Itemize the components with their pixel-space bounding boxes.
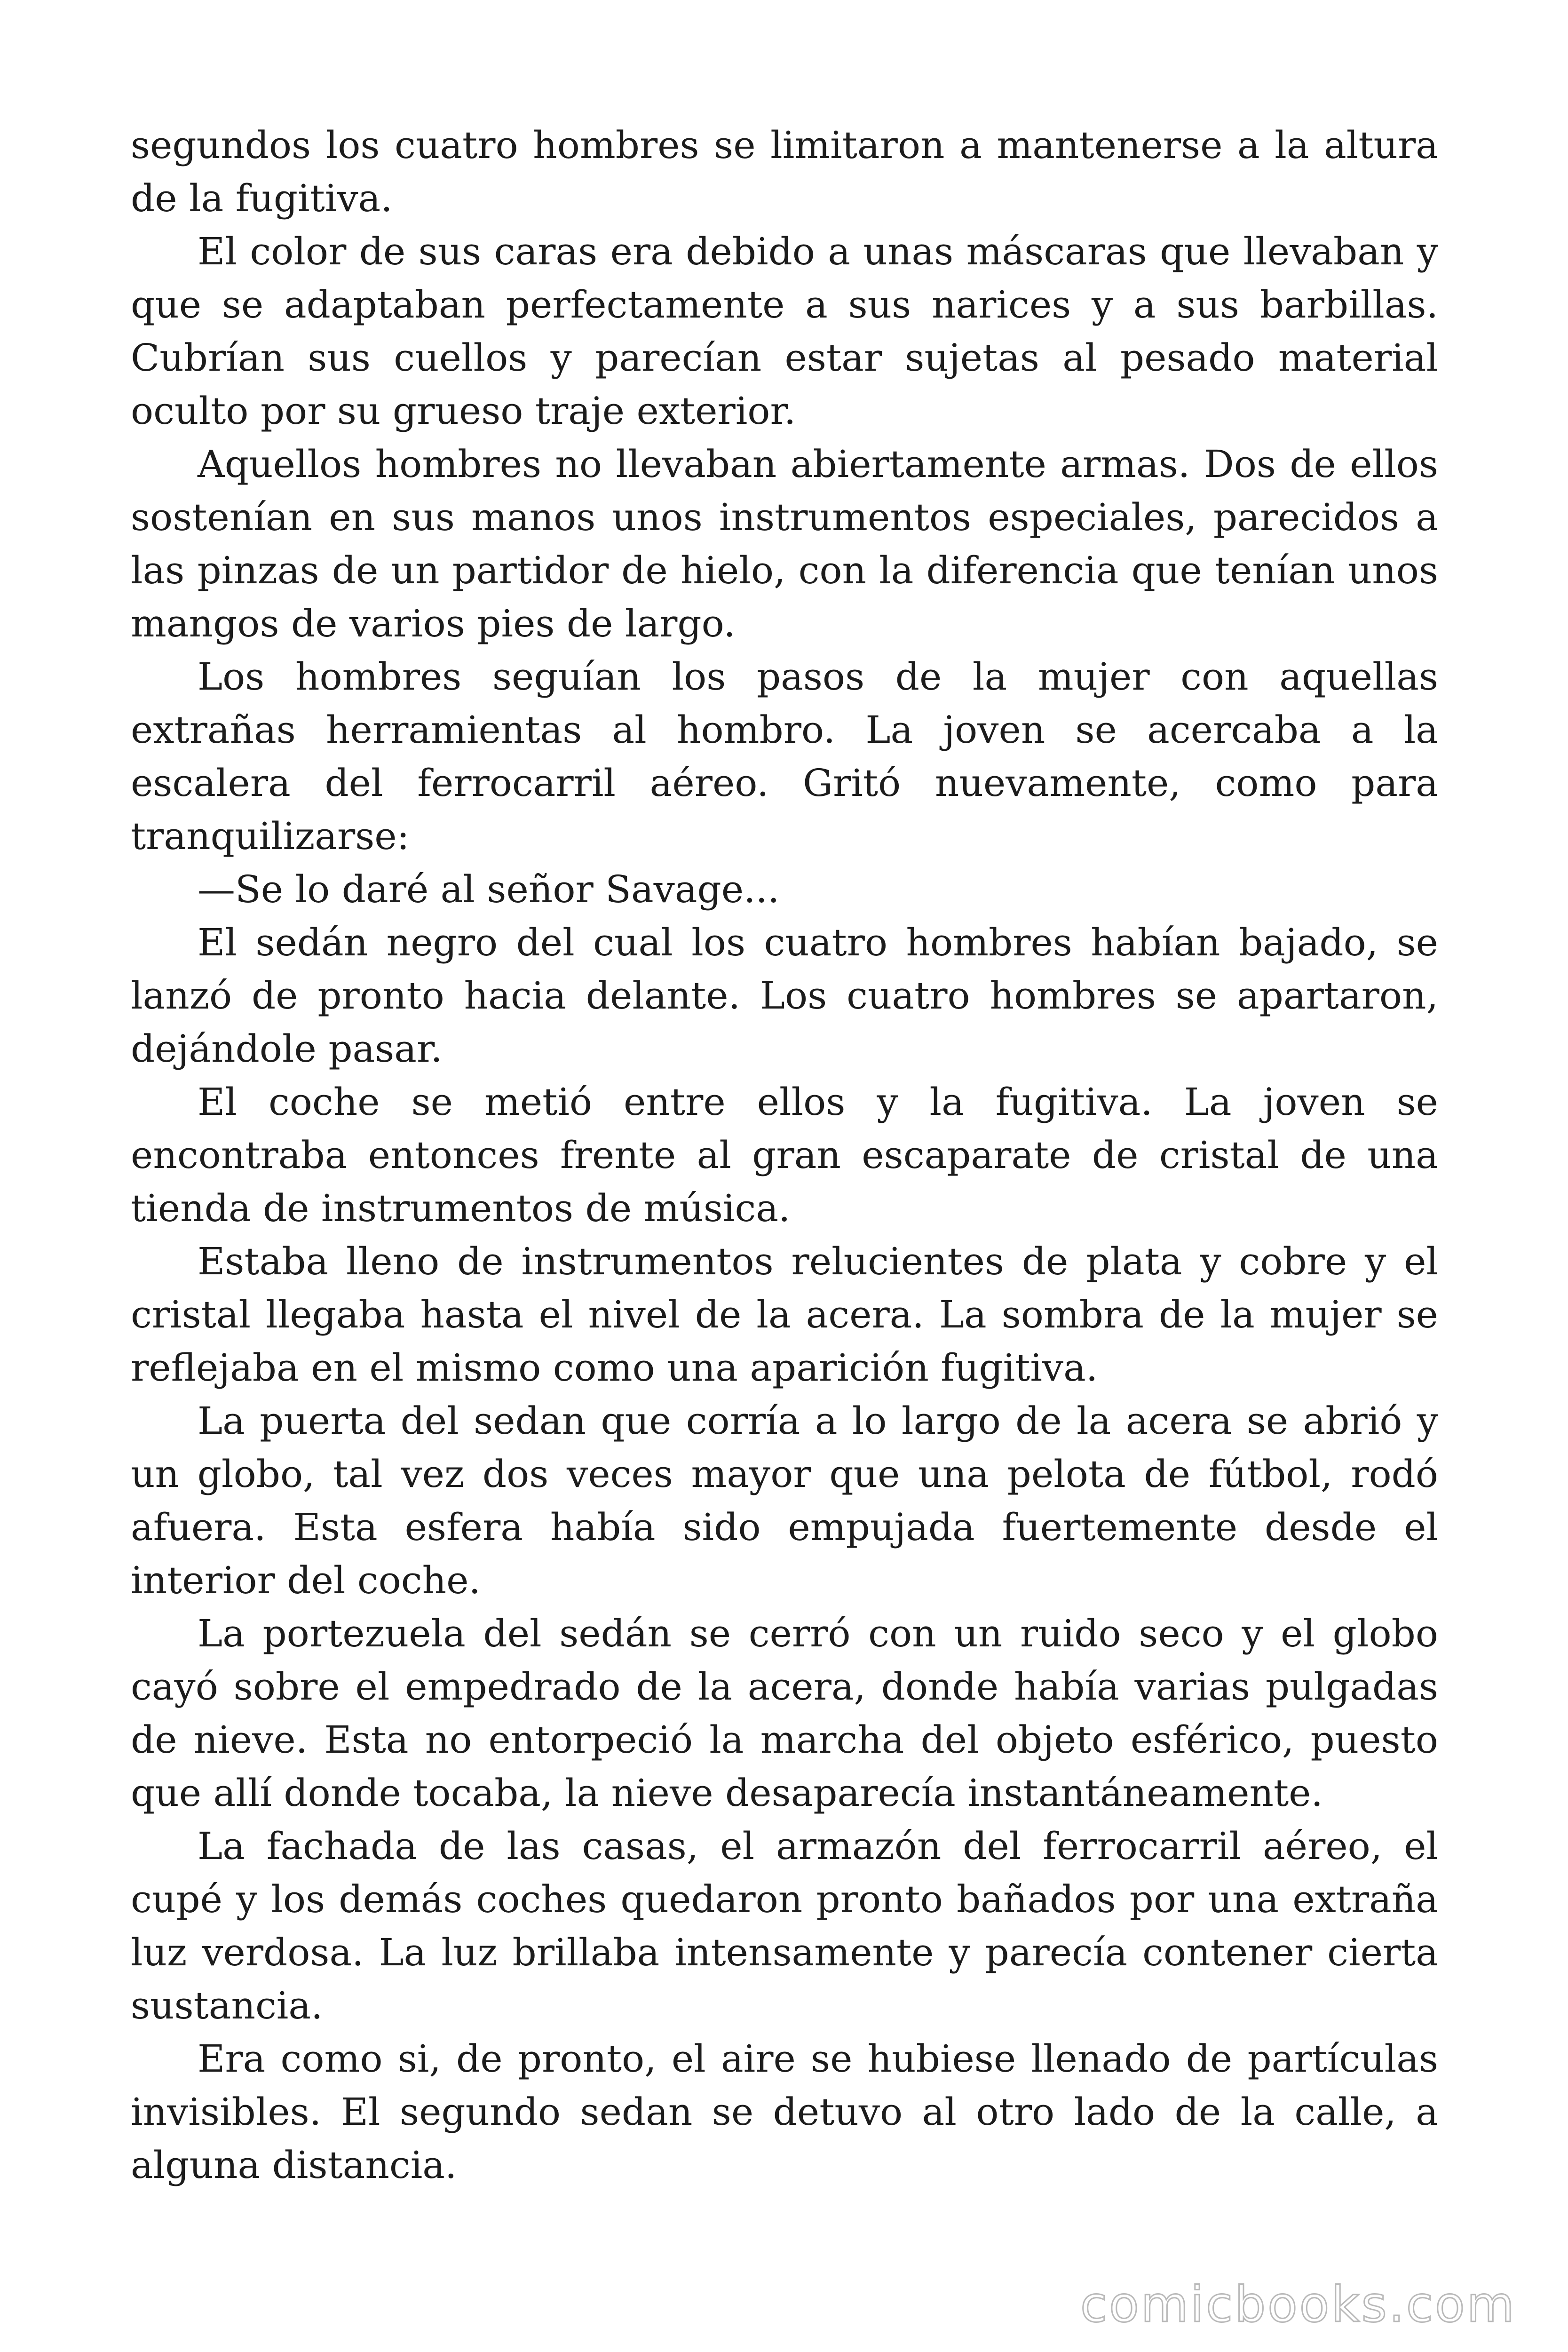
paragraph-7: El coche se metió entre ellos y la fugitiva. La joven se encontraba entonces frente al gran escaparate de cristal de una tienda de instrumentos de música. <box>131 1080 1438 1230</box>
paragraph-4: Los hombres seguían los pasos de la mujer con aquellas extrañas herramientas al hombro. La joven se acercaba a la escalera del ferrocarril aéreo. Gritó nuevamente, como para tranquilizarse: <box>131 655 1438 858</box>
paragraph-10: La portezuela del sedán se cerró con un ruido seco y el globo cayó sobre el empedrado de la acera, donde había varias pulgadas de nieve. Esta no entorpeció la marcha del objeto esférico, puesto que allí donde tocaba, la nieve desaparecía instantáneamente. <box>131 1612 1438 1815</box>
paragraph-1: segundos los cuatro hombres se limitaron a mantenerse a la altura de la fugitiva. <box>131 123 1438 220</box>
watermark: comicbooks.com <box>1080 2276 1516 2333</box>
paragraph-2: El color de sus caras era debido a unas máscaras que llevaban y que se adaptaban perfectamente a sus narices y a sus barbillas. Cubrían sus cuellos y parecían estar sujetas al pesado material oculto por su grueso traje exterior. <box>131 230 1438 433</box>
page-text <box>131 119 1438 2192</box>
paragraph-12: Era como si, de pronto, el aire se hubiese llenado de partículas invisibles. El segundo sedan se detuvo al otro lado de la calle, a alguna distancia. <box>131 2037 1438 2187</box>
paragraph-11: La fachada de las casas, el armazón del ferrocarril aéreo, el cupé y los demás coches quedaron pronto bañados por una extraña luz verdosa. La luz brillaba intensamente y parecía contener cierta sustancia. <box>131 1824 1438 2027</box>
paragraph-3: Aquellos hombres no llevaban abiertamente armas. Dos de ellos sostenían en sus manos unos instrumentos especiales, parecidos a las pinzas de un partidor de hielo, con la diferencia que tenían unos mangos de varios pies de largo. <box>131 442 1438 645</box>
paragraph-5: —Se lo daré al señor Savage... <box>198 867 780 911</box>
paragraph-6: El sedán negro del cual los cuatro hombres habían bajado, se lanzó de pronto hacia delante. Los cuatro hombres se apartaron, dejándole pasar. <box>131 921 1438 1071</box>
paragraph-8: Estaba lleno de instrumentos relucientes de plata y cobre y el cristal llegaba hasta el nivel de la acera. La sombra de la mujer se reflejaba en el mismo como una aparición fugitiva. <box>131 1240 1438 1390</box>
paragraph-9: La puerta del sedan que corría a lo largo de la acera se abrió y un globo, tal vez dos veces mayor que una pelota de fútbol, rodó afuera. Esta esfera había sido empujada fuertemente desde el interior del coche. <box>131 1399 1438 1602</box>
